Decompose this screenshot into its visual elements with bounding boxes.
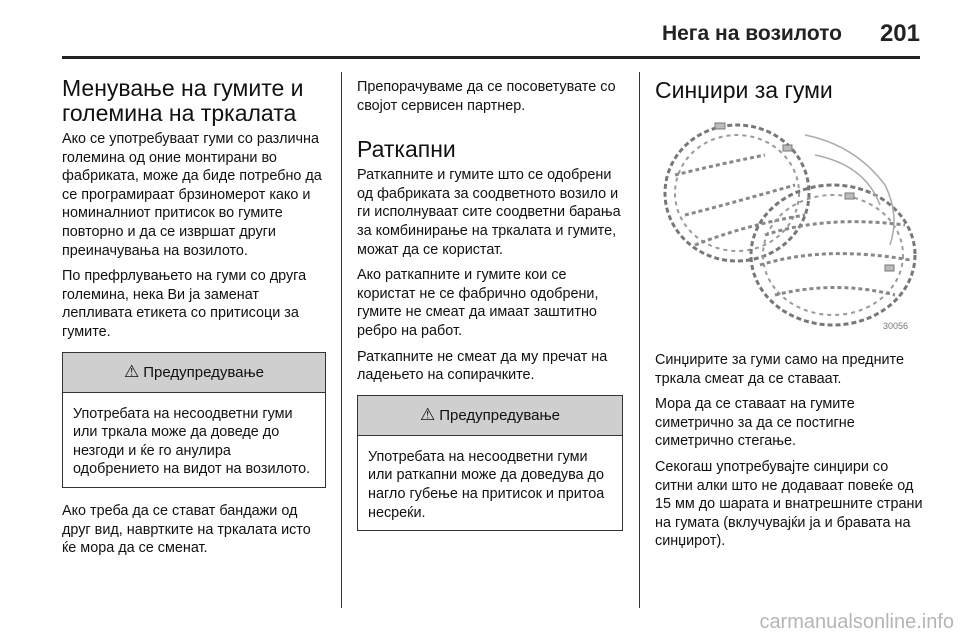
header-title: Нега на возилото: [661, 22, 842, 45]
paragraph: Мора да се ставаат на гумите симетрично за да се постигне симетрично стегање.: [655, 396, 855, 450]
paragraph: Ако раткапните и гумите кои се користат не се фабрично одобрени, гумите не смеат да имаат заштитно ребро на работ.: [357, 267, 599, 339]
page-number: 201: [879, 20, 920, 47]
paragraph: Ако се употребуваат гуми со различна големина од оние монтирани во фабриката, може да биде потребно да се програмираат брзиномерот како и номиналниот притисок во гумите повторно и да се извршат други преиначувања на возилото.: [62, 131, 322, 259]
watermark: carmanualsonline.info: [759, 611, 954, 633]
warning-header: [63, 353, 325, 393]
warning-title: Предупредување: [143, 363, 265, 381]
paragraph: Секогаш употребувајте синџири со ситни алки што не додаваат повеќе од 15 мм до шарата и внатрешните страни на гумата (вклучувајќи ја и бравата на синџирот).: [655, 458, 923, 550]
warning-box: [357, 395, 623, 531]
paragraph: По префрлувањето на гуми со друга големина, нека Ви ја заменат лепливата етикета со притисоци за гумите.: [62, 268, 307, 340]
column-divider-2: [639, 72, 640, 608]
column-divider-1: [341, 72, 342, 608]
warning-title: Предупредување: [439, 406, 561, 424]
warning-triangle-icon: ⚠: [419, 405, 436, 425]
warning-text: Употребата на несоодветни гуми или раткапни може да доведува до нагло губење на притисок и притоа несреќи.: [368, 448, 605, 521]
warning-triangle-icon: ⚠: [123, 362, 140, 382]
paragraph: Синџирите за гуми само на предните тркала смеат да се ставаат.: [655, 352, 904, 387]
header-rule: [62, 56, 920, 59]
paragraph: Раткапните и гумите што се одобрени од фабриката за соодветното возило и ги исполнуваат сите соодветни барања за комбинирање на тркалата и гумите, можат да се користат.: [357, 167, 621, 258]
paragraph: Раткапните не смеат да му пречат на ладењето на сопирачките.: [357, 348, 608, 384]
warning-text: Употребата на несоодветни гуми или тркала може да доведе до незгоди и ќе го анулира одобрението на видот на возилото.: [73, 405, 311, 478]
column-3: [655, 62, 923, 558]
section-heading-snow-chains: Синџири за гуми: [655, 77, 833, 103]
snow-chains-illustration: [655, 115, 923, 335]
section-heading-hubcaps: Раткапни: [357, 136, 456, 163]
figure-code: 30056: [883, 321, 909, 331]
warning-header: [358, 396, 622, 436]
warning-box: [62, 352, 326, 488]
section-heading-tire-change: Менување на гумите и големина на тркалата: [62, 75, 304, 126]
page-header: [0, 0, 960, 58]
paragraph: Ако треба да се стават бандажи од друг вид, навртките на тркалата исто ќе мора да се сменат.: [62, 502, 311, 557]
column-2: [357, 62, 623, 545]
paragraph: Препорачуваме да се посоветувате со својот сервисен партнер.: [357, 79, 616, 114]
column-1: [62, 62, 326, 565]
